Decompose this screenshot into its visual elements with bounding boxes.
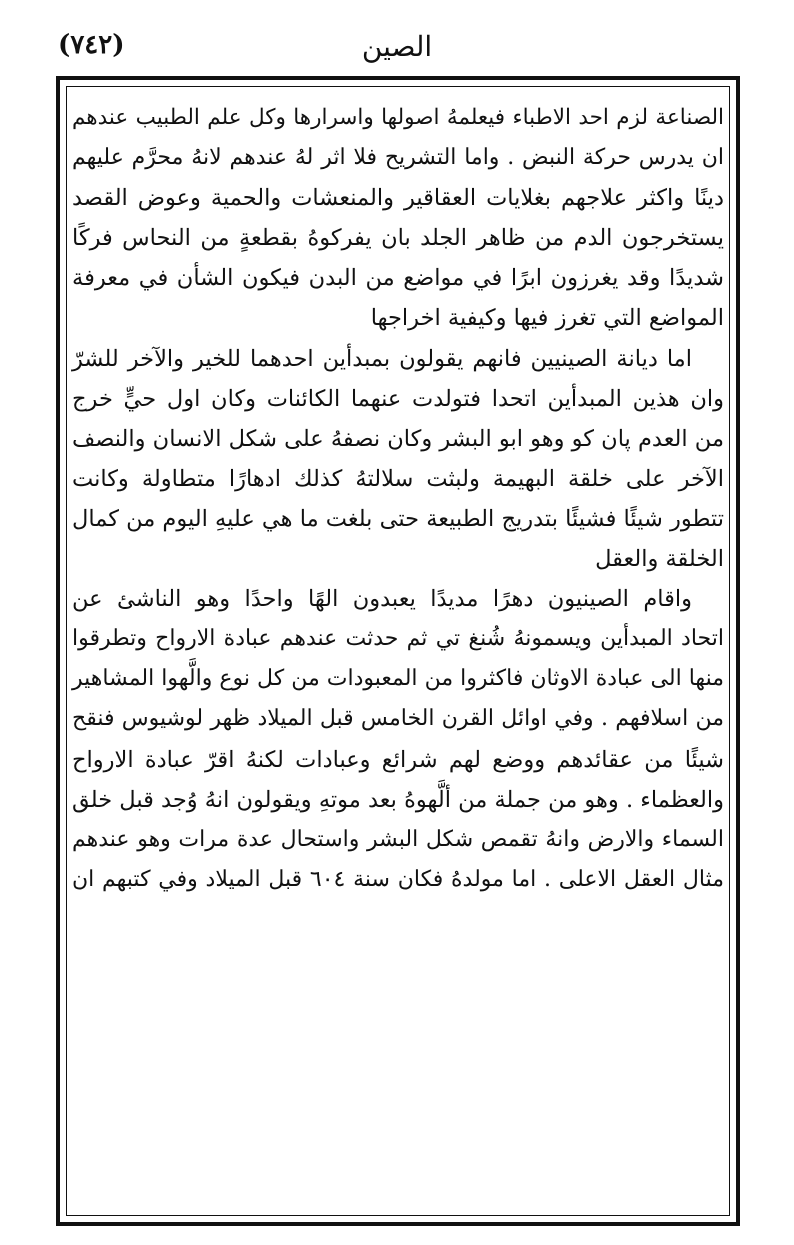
- page-header: [58, 30, 736, 70]
- text-line: تتطور شيئًا فشيئًا بتدريج الطبيعة حتى بلغت ما هي عليهِ اليوم من كمال: [72, 505, 724, 532]
- text-line: يستخرجون الدم من ظاهر الجلد بان يفركوهُ بقطعةٍ من النحاس فركًا: [72, 225, 724, 252]
- text-line: المواضع التي تغرز فيها وكيفية اخراجها: [370, 305, 724, 332]
- paragraph-first-line: واقام الصينيون دهرًا مديدًا يعبدون الهًا واحدًا وهو الناشئ عن: [72, 586, 692, 613]
- text-line: وان هذين المبدأين اتحدا فتولدت عنهما الكائنات وكان اول حيٍّ خرج: [72, 385, 724, 412]
- page-number: (٧٤٢): [58, 30, 125, 60]
- text-line: الخلقة والعقل: [595, 546, 724, 573]
- text-line: شيئًا من عقائدهم ووضع لهم شرائع وعبادات لكنهُ اقرّ عبادة الارواح: [72, 746, 724, 773]
- body-text: [72, 98, 724, 900]
- text-line: من العدم پان كو وهو ابو البشر وكان نصفهُ على شكل الانسان والنصف: [71, 425, 724, 452]
- text-line: اتحاد المبدأين ويسمونهُ شُنغ تي ثم حدثت عندهم عبادة الارواح وتطرقوا: [72, 626, 724, 652]
- text-line: ان يدرس حركة النبض . واما التشريح فلا اثر لهُ عندهم لانهُ محرَّم عليهم: [72, 145, 724, 171]
- text-line: دينًا واكثر علاجهم بغلايات العقاقير والمنعشات والحمية وعوض القصد: [72, 185, 724, 212]
- text-line: السماء والارض وانهُ تقمص شكل البشر واستحال عدة مرات وهو عندهم: [72, 826, 724, 852]
- text-line: مثال العقل الاعلى . اما مولدهُ فكان سنة ٦٠٤ قبل الميلاد وفي كتبهم ان: [72, 866, 724, 892]
- text-line: الآخر على خلقة البهيمة ولبثت سلالتهُ كذلك ادهارًا متطاولة وكانت: [72, 465, 724, 492]
- paragraph-first-line: اما ديانة الصينيين فانهم يقولون بمبدأين احدهما للخير والآخر للشرّ: [72, 345, 692, 372]
- text-line: شديدًا وقد يغرزون ابرًا في مواضع من البدن فيكون الشأن في معرفة: [72, 265, 724, 292]
- text-line: منها الى عبادة الاوثان فاكثروا من المعبودات من كل نوع والَّهوا المشاهير: [72, 666, 724, 692]
- text-line: من اسلافهم . وفي اوائل القرن الخامس قبل الميلاد ظهر لوشيوس فنقح: [72, 706, 724, 732]
- running-title: الصين: [361, 30, 433, 63]
- text-line: والعظماء . وهو من جملة من ألَّهوهُ بعد موتهِ ويقولون انهُ وُجد قبل خلق: [72, 786, 724, 813]
- text-line: الصناعة لزم احد الاطباء فيعلمهُ اصولها واسرارها وكل علم الطبيب عندهم: [72, 105, 724, 130]
